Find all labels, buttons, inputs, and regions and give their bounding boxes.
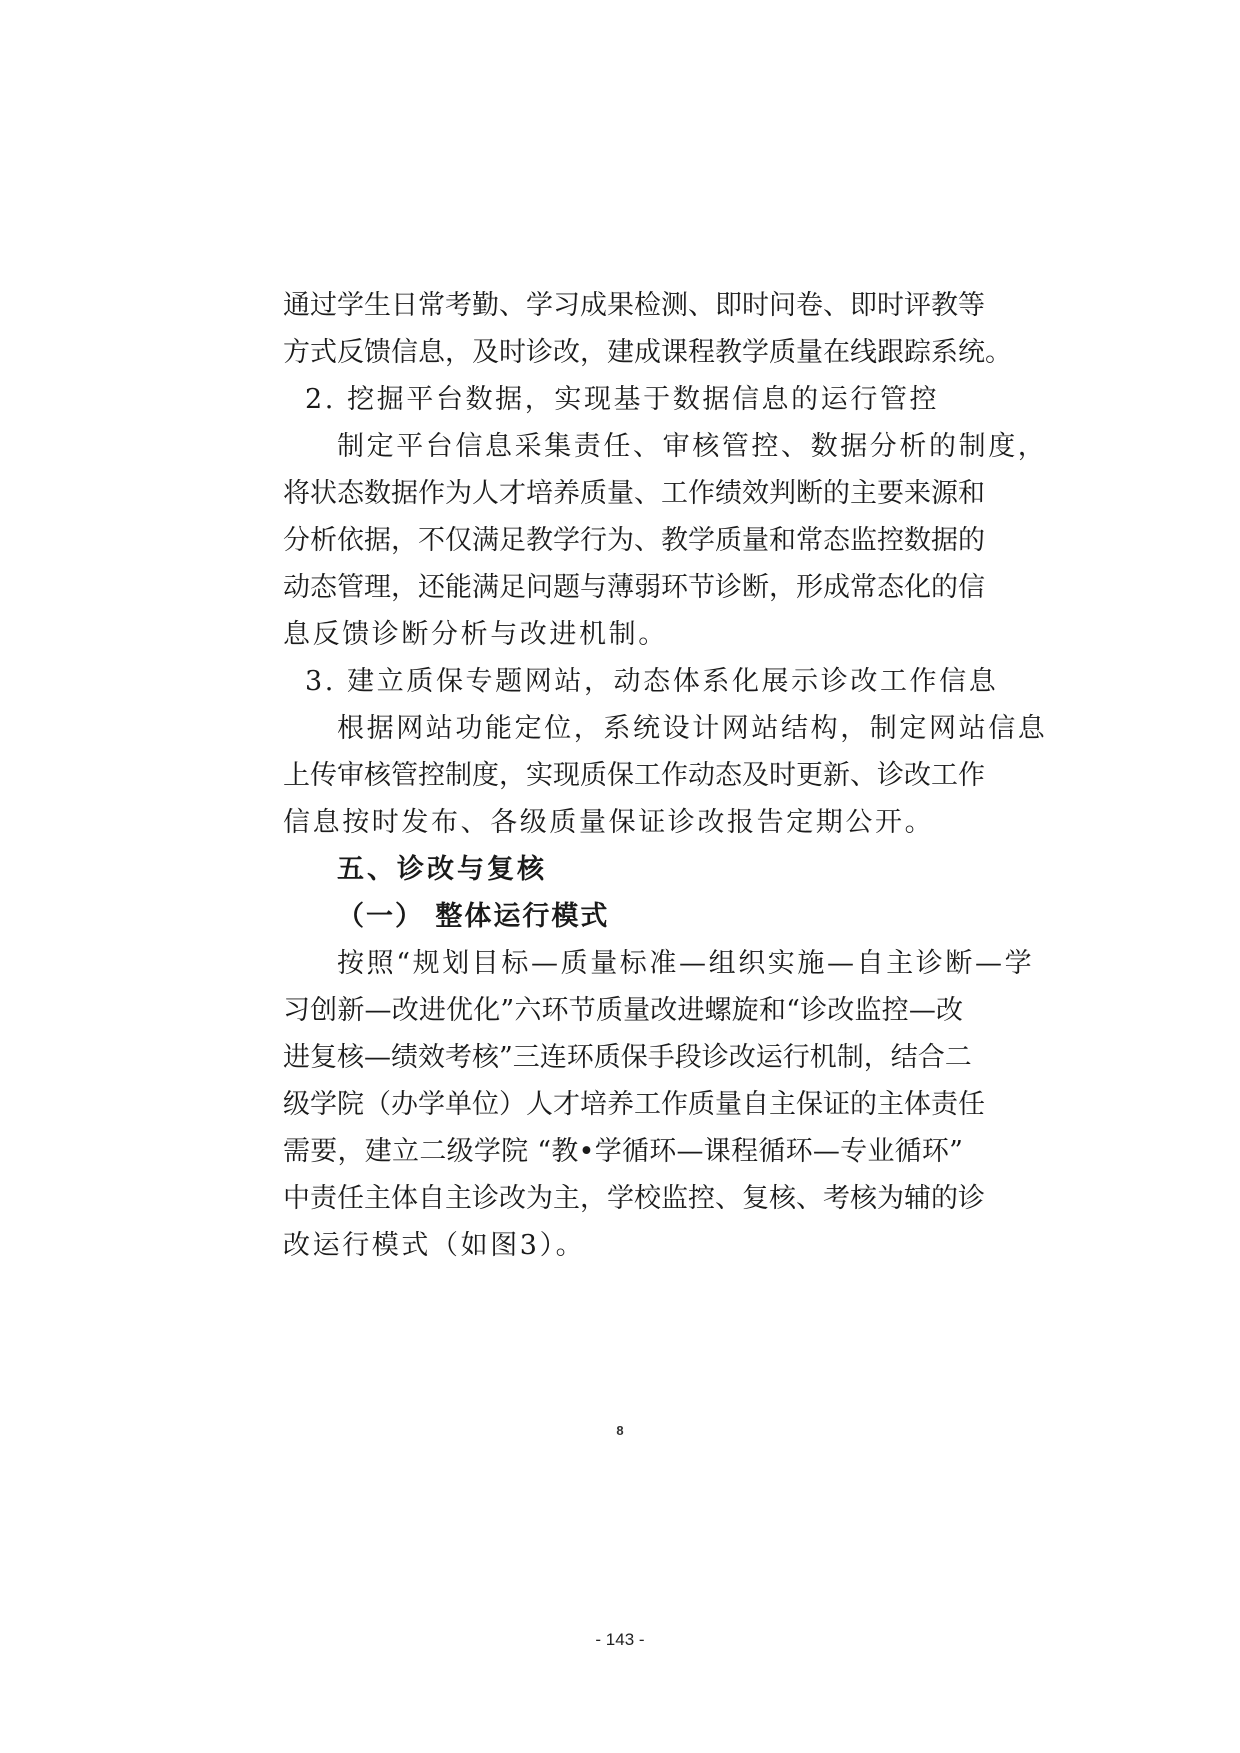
paragraph-line: 级学院（办学单位）人才培养工作质量自主保证的主体责任 — [283, 1089, 985, 1120]
paragraph-line: 按照“规划目标—质量标准—组织实施—自主诊断—学 — [337, 948, 1035, 979]
paragraph-line: 将状态数据作为人才培养质量、工作绩效判断的主要来源和 — [283, 478, 985, 509]
item-2-title: 2. 挖掘平台数据，实现基于数据信息的运行管控 — [305, 384, 940, 415]
inner-page-number: 8 — [616, 1423, 624, 1438]
paragraph-line: 制定平台信息采集责任、审核管控、数据分析的制度， — [337, 431, 1048, 462]
paragraph-line: 上传审核管控制度，实现质保工作动态及时更新、诊改工作 — [283, 760, 985, 791]
paragraph-line: 通过学生日常考勤、学习成果检测、即时问卷、即时评教等 — [283, 290, 985, 321]
item-3-title: 3. 建立质保专题网站，动态体系化展示诊改工作信息 — [305, 666, 999, 697]
paragraph-line: 息反馈诊断分析与改进机制。 — [283, 619, 668, 650]
paragraph-line: 进复核—绩效考核”三连环质保手段诊改运行机制，结合二 — [283, 1042, 972, 1073]
paragraph-line: 需要，建立二级学院 “教•学循环—课程循环—专业循环” — [283, 1136, 963, 1167]
paragraph-line: 动态管理，还能满足问题与薄弱环节诊断，形成常态化的信 — [283, 572, 985, 603]
paragraph-line: 方式反馈信息，及时诊改，建成课程教学质量在线跟踪系统。 — [283, 337, 1012, 368]
paragraph-line: 分析依据，不仅满足教学行为、教学质量和常态监控数据的 — [283, 525, 985, 556]
document-body — [283, 282, 1048, 1269]
section-subheading: （一） 整体运行模式 — [337, 901, 610, 932]
paragraph-line: 改运行模式（如图3）。 — [283, 1230, 586, 1261]
paragraph-line: 习创新—改进优化”六环节质量改进螺旋和“诊改监控—改 — [283, 995, 963, 1026]
paragraph-line: 中责任主体自主诊改为主，学校监控、复核、考核为辅的诊 — [283, 1183, 985, 1214]
page-number: - 143 - — [595, 1630, 645, 1649]
section-heading: 五、诊改与复核 — [337, 854, 547, 885]
paragraph-line: 根据网站功能定位，系统设计网站结构，制定网站信息 — [337, 713, 1048, 744]
paragraph-line: 信息按时发布、各级质量保证诊改报告定期公开。 — [283, 807, 935, 838]
